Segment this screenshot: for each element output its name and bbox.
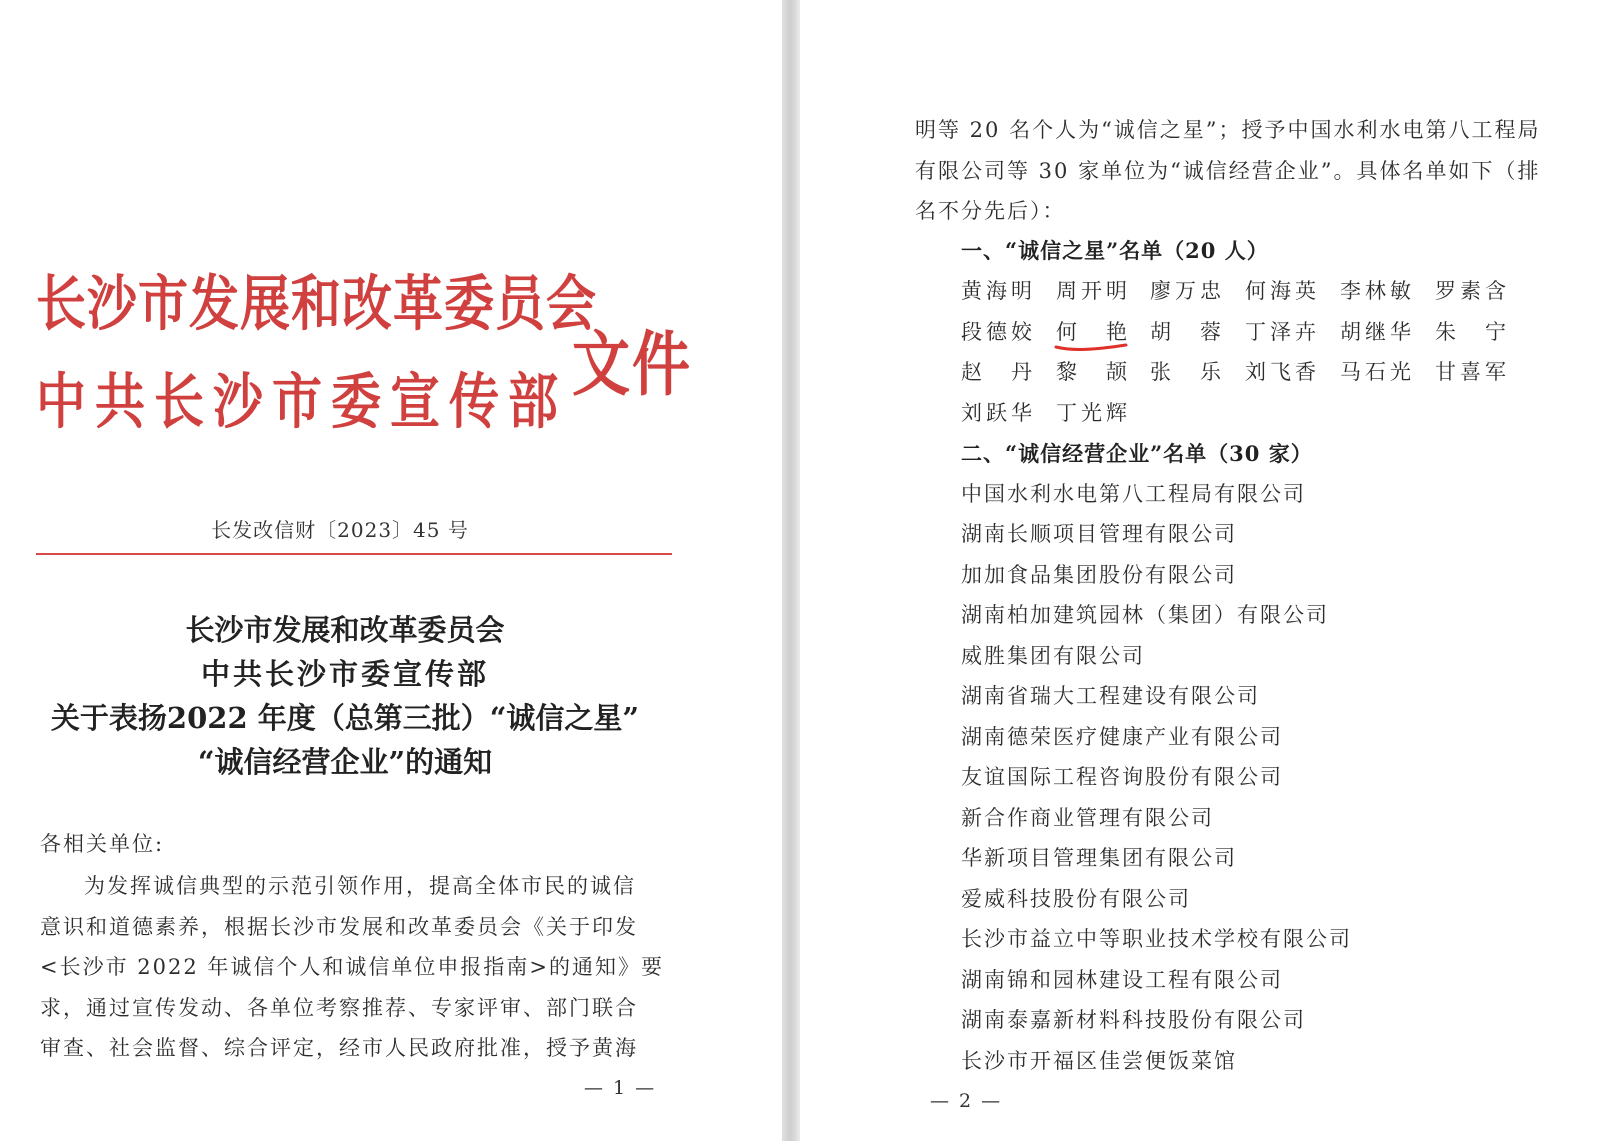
document-number: 长发改信财〔2023〕45 号 [211, 518, 469, 542]
body-line: 意识和道德素养，根据长沙市发展和改革委员会《关于印发 [40, 915, 638, 939]
page-gutter [782, 0, 800, 1141]
star-name: 周开明 [1056, 279, 1131, 303]
star-name: 刘跃华 [961, 401, 1036, 425]
star-name: 段德姣 [961, 320, 1036, 344]
enterprise-name: 爱威科技股份有限公司 [961, 887, 1191, 911]
star-name: 丁泽卉 [1245, 320, 1320, 344]
star-name: 刘飞香 [1245, 360, 1320, 384]
star-name: 马石光 [1340, 360, 1415, 384]
star-name: 胡继华 [1340, 320, 1415, 344]
enterprise-name: 湖南省瑞大工程建设有限公司 [961, 684, 1260, 708]
continuation-line: 明等 20 名个人为“诚信之星”；授予中国水利水电第八工程局 [915, 118, 1541, 142]
enterprise-name: 长沙市益立中等职业技术学校有限公司 [961, 927, 1352, 951]
stars-list-heading: 一、“诚信之星”名单（20 人） [961, 238, 1269, 263]
page-number: — 2 — [930, 1090, 1003, 1112]
star-name: 张 乐 [1150, 360, 1225, 384]
page-number: — 1 — [584, 1077, 657, 1099]
enterprise-name: 湖南德荣医疗健康产业有限公司 [961, 725, 1283, 749]
star-name: 丁光辉 [1056, 401, 1131, 425]
issuer-line-2: 中共长沙市委宣传部 [36, 366, 567, 437]
red-separator-rule [36, 553, 672, 555]
star-name: 甘喜军 [1435, 360, 1510, 384]
enterprise-name: 湖南泰嘉新材料科技股份有限公司 [961, 1008, 1306, 1032]
continuation-line: 有限公司等 30 家单位为“诚信经营企业”。具体名单如下（排 [915, 159, 1541, 183]
salutation: 各相关单位: [40, 832, 165, 856]
enterprises-list-heading: 二、“诚信经营企业”名单（30 家） [961, 441, 1313, 466]
issuer-line-1: 长沙市发展和改革委员会 [36, 268, 597, 339]
body-line: <长沙市 2022 年诚信个人和诚信单位申报指南>的通知》要 [40, 955, 664, 979]
enterprise-name: 中国水利水电第八工程局有限公司 [961, 482, 1306, 506]
continuation-line: 名不分先后）： [915, 199, 1066, 223]
star-name: 何海英 [1245, 279, 1320, 303]
star-name: 胡 蓉 [1150, 320, 1225, 344]
enterprise-name: 湖南柏加建筑园林（集团）有限公司 [961, 603, 1329, 627]
star-name: 赵 丹 [961, 360, 1036, 384]
enterprise-name: 华新项目管理集团有限公司 [961, 846, 1237, 870]
body-line: 求，通过宣传发动、各单位考察推荐、专家评审、部门联合 [40, 996, 638, 1020]
body-line: 审查、社会监督、综合评定，经市人民政府批准，授予黄海 [40, 1036, 638, 1060]
star-name-highlighted: 何 艳 [1056, 320, 1131, 344]
enterprise-name: 长沙市开福区佳尝便饭菜馆 [961, 1049, 1237, 1073]
star-name: 黄海明 [961, 279, 1036, 303]
enterprise-name: 湖南锦和园林建设工程有限公司 [961, 968, 1283, 992]
notice-title-line-3: 关于表扬2022 年度（总第三批）“诚信之星” [50, 701, 640, 735]
star-name: 廖万忠 [1150, 279, 1225, 303]
star-name: 罗素含 [1435, 279, 1510, 303]
enterprise-name: 加加食品集团股份有限公司 [961, 563, 1237, 587]
red-handwritten-underline [1054, 342, 1128, 352]
star-name: 朱 宁 [1435, 320, 1510, 344]
notice-title-line-2: 中共长沙市委宣传部 [200, 657, 489, 691]
document-page-1 [0, 0, 782, 1141]
star-name: 黎 颉 [1056, 360, 1131, 384]
file-label: 文件 [572, 323, 693, 406]
notice-title-line-1: 长沙市发展和改革委员会 [185, 613, 505, 647]
enterprise-name: 新合作商业管理有限公司 [961, 806, 1214, 830]
enterprise-name: 友谊国际工程咨询股份有限公司 [961, 765, 1283, 789]
star-name: 李林敏 [1340, 279, 1415, 303]
enterprise-name: 威胜集团有限公司 [961, 644, 1145, 668]
notice-title-line-4: “诚信经营企业”的通知 [197, 745, 493, 779]
body-line: 为发挥诚信典型的示范引领作用，提高全体市民的诚信 [84, 874, 636, 898]
enterprise-name: 湖南长顺项目管理有限公司 [961, 522, 1237, 546]
